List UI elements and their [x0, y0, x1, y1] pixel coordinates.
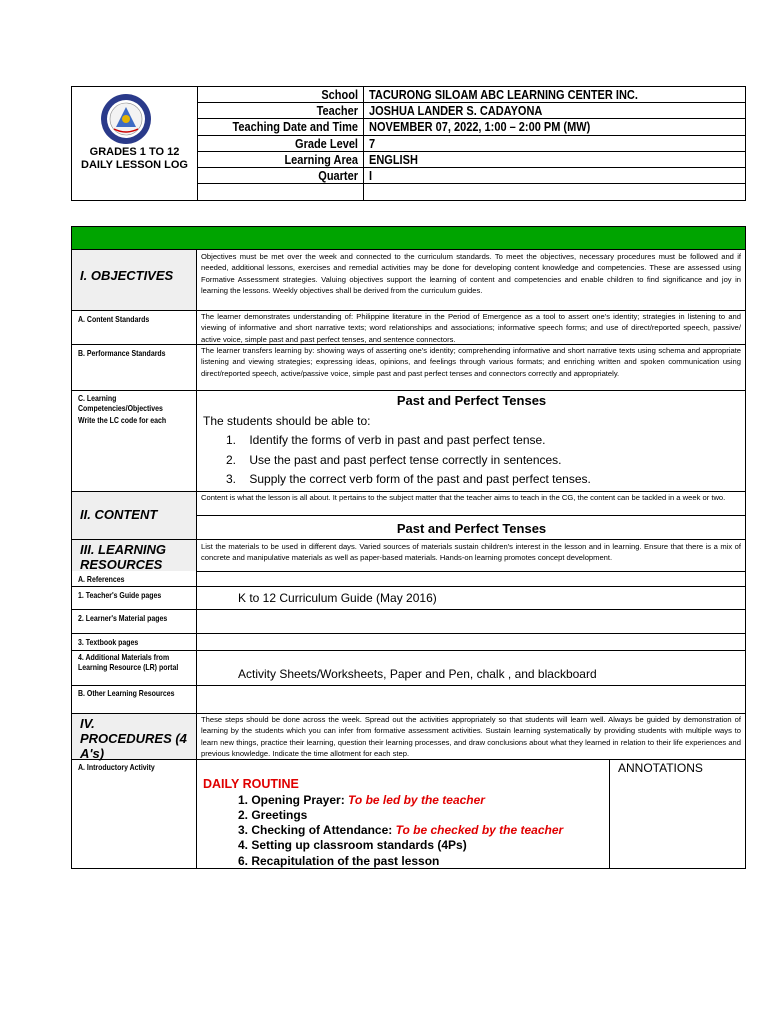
learning-area-label: Learning Area	[284, 153, 358, 167]
routine-item: 4. Setting up classroom standards (4Ps)	[238, 838, 467, 852]
date-time-value: NOVEMBER 07, 2022, 1:00 – 2:00 PM (MW)	[369, 120, 591, 134]
learners-material-label: 2. Learner's Material pages	[78, 613, 168, 623]
content-standards-text: The learner demonstrates understanding of: Philippine literature in the Period of Emergence as a tool to assert one's identity; strategies in listening to and viewing of informative and short narrative texts; word relationships and associations; informative speech forms; and use of direct/reported speech, passive/ active voice, simple past and past perfect tenses, and sentence connectors.	[201, 312, 741, 344]
teachers-guide-value: K to 12 Curriculum Guide (May 2016)	[238, 591, 437, 605]
teacher-label: Teacher	[316, 104, 358, 118]
performance-standards-label: B. Performance Standards	[78, 348, 166, 358]
routine-item: 6. Recapitulation of the past lesson	[238, 854, 440, 868]
objectives-description: Objectives must be met over the week and connected to the curriculum standards. To meet the objectives, necessary procedures must be followed and if needed, additional lessons, exercises and remedial activities may be done for developing content knowledge and competencies. These are assessed using Formative Assessment strategies. Valuing objectives support the learning of content and competencies and enable children to find significance and joy in learning the lessons. Weekly objectives shall be derived from the curriculum guides.	[201, 252, 741, 295]
grades-title: GRADES 1 TO 12	[89, 146, 180, 158]
label-column-divider	[196, 249, 197, 869]
date-time-label: Teaching Date and Time	[232, 120, 358, 134]
objective-item: 2. Use the past and past perfect tense correctly in sentences.	[226, 453, 562, 467]
references-label: A. References	[78, 574, 125, 584]
competencies-label: C. Learning Competencies/Objectives	[78, 393, 163, 413]
textbook-label: 3. Textbook pages	[78, 637, 139, 647]
resources-description: List the materials to be used in different days. Varied sources of materials sustain children's interest in the lesson and in learning. Ensure that there is a mix of concrete and manipulative materials as well as paper-based materials. Hands-on learning promotes concept development.	[201, 542, 741, 563]
routine-item: 1. Opening Prayer: To be led by the teacher	[238, 793, 485, 807]
procedures-description: These steps should be done across the week. Spread out the activities appropriately so that students will learn well. Always be guided by demonstration of learning by the students which you can infer from formative assessment activities. Sustain learning systematically by providing students with multiple ways to learn new things, practice their learning, question their learning processes, and draw conclusions about what they learned in relation to their life experiences and previous knowledge. Indicate the time allotment for each step.	[201, 715, 741, 758]
green-header-bar	[72, 227, 745, 249]
objectives-intro: The students should be able to:	[203, 414, 371, 428]
deped-seal-logo	[100, 93, 152, 145]
learning-area-value: ENGLISH	[369, 153, 418, 167]
daily-routine-title: DAILY ROUTINE	[203, 777, 299, 791]
objectives-heading: I. OBJECTIVES	[80, 268, 174, 283]
quarter-label: Quarter	[318, 169, 358, 183]
routine-item: 2. Greetings	[238, 808, 308, 822]
quarter-value: I	[369, 169, 373, 183]
competencies-sublabel: Write the LC code for each	[78, 415, 167, 425]
grade-level-value: 7	[369, 137, 376, 151]
additional-materials-value: Activity Sheets/Worksheets, Paper and Pen, chalk , and blackboard	[238, 667, 597, 681]
teacher-value: JOSHUA LANDER S. CADAYONA	[369, 104, 543, 118]
other-resources-label: B. Other Learning Resources	[78, 688, 175, 698]
routine-item: 3. Checking of Attendance: To be checked by the teacher	[238, 823, 564, 837]
school-value: TACURONG SILOAM ABC LEARNING CENTER INC.	[369, 88, 638, 102]
content-heading: II. CONTENT	[80, 507, 158, 522]
grade-level-label: Grade Level	[295, 137, 358, 151]
school-label: School	[321, 88, 358, 102]
additional-materials-label: 4. Additional Materials from Learning Resource (LR) portal	[78, 652, 179, 672]
resources-heading: III. LEARNING RESOURCES	[80, 542, 166, 572]
performance-standards-text: The learner transfers learning by: showing ways of asserting one's identity; comprehending informative and short narrative texts using schema and appropriate listening and viewing strategies; expressing ideas, opinions, and feelings through various formats; and enriching written and spoken communication using direct/reported speech, active/passive voice, simple past and past perfect tenses and connectors correctly and appropriately.	[201, 346, 741, 378]
introductory-activity-label: A. Introductory Activity	[78, 762, 155, 772]
procedures-heading: IV. PROCEDURES (4 A's)	[80, 716, 187, 761]
objective-item: 3. Supply the correct verb form of the past and past perfect tenses.	[226, 472, 591, 486]
content-description: Content is what the lesson is all about. It pertains to the subject matter that the teacher aims to teach in the CG, the content can be tackled in a week or two.	[201, 493, 726, 502]
content-standards-label: A. Content Standards	[78, 314, 150, 324]
teachers-guide-label: 1. Teacher's Guide pages	[78, 590, 162, 600]
annotations-label: ANNOTATIONS	[618, 761, 703, 775]
lesson-title: Past and Perfect Tenses	[396, 393, 547, 408]
dll-title: DAILY LESSON LOG	[81, 159, 188, 171]
objective-item: 1. Identify the forms of verb in past and past perfect tense.	[226, 433, 546, 447]
content-title: Past and Perfect Tenses	[396, 521, 547, 536]
